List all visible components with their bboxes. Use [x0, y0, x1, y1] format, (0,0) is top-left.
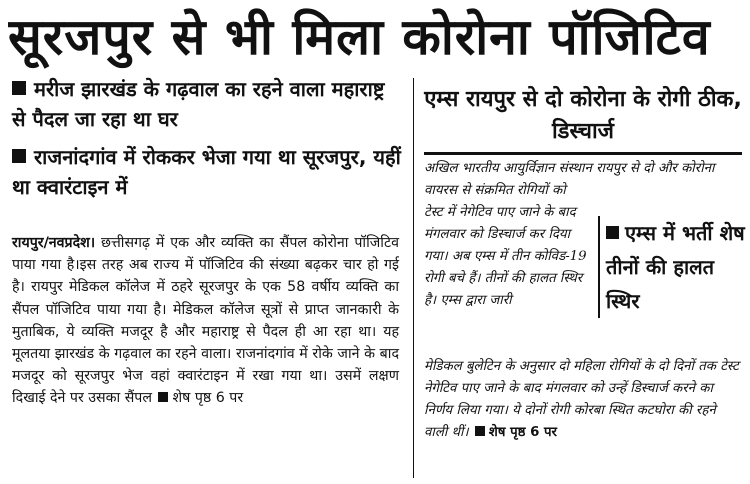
right-headline: एम्स रायपुर से दो कोरोना के रोगी ठीक, डिस्चार्ज [424, 87, 742, 144]
pull-quote-callout [598, 216, 750, 318]
dateline: रायपुर/नवप्रदेश। [12, 235, 96, 251]
main-headline: सूरजपुर से भी मिला कोरोना पॉजिटिव [8, 8, 711, 66]
subhead-2-text: राजनांदगांव में रोककर भेजा गया था सूरजपुर, यहीं था क्वारंटाइन में [12, 145, 401, 199]
bullet-square-icon [158, 392, 168, 402]
bullet-square-icon [12, 81, 26, 95]
left-continued: शेष पृष्ठ 6 पर [172, 390, 244, 407]
left-column-subheads [12, 74, 402, 202]
subhead-2 [12, 142, 402, 202]
right-body-narrow: टेस्ट में नेगेटिव पाए जाने के बाद मंगलवार को डिस्चार्ज कर दिया गया। अब एम्स में तीन कोविड-19 रोगी बचे हैं। तीनों की हालत स्थिर है। एम्स द्वारा जारी [424, 205, 587, 308]
subhead-1 [12, 74, 402, 134]
bullet-square-icon [475, 426, 485, 436]
right-column-header [424, 84, 742, 155]
left-body-text: छत्तीसगढ़ में एक और व्यक्ति का सैंपल कोरोना पॉजिटिव पाया गया है।इस तरह अब राज्य में पॉजिटिव की संख्या बढ़कर चार हो गई है। रायपुर मेडिकल कॉलेज में ठहरे सूरजपुर के एक 58 वर्षीय व्यक्ति का सैंपल पॉजिटिव पाया गया है। मेडिकल कॉलेज सूत्रों से प्राप्त जानकारी के मुताबिक, ये व्यक्ति मजदूर है और महाराष्ट्र से पैदल ही आ रहा था। यह मूलतया झारखंड के गढ़वाल का रहने वाला। राजनांदगांव में रोके जाने के बाद मजदूर को सूरजपुर भेज वहां क्वारंटाइन में रखा गया था। उसमें लक्षण दिखाई देने पर उसका सैंपल [12, 235, 399, 407]
right-body-top: अखिल भारतीय आयुर्विज्ञान संस्थान रायपुर से दो और कोरोना वायरस से संक्रमित रोगियों को [424, 161, 715, 198]
bullet-square-icon [12, 149, 26, 163]
right-continued: शेष पृष्ठ 6 पर [488, 425, 557, 440]
callout-text: एम्स में भर्ती शेष तीनों की हालत स्थिर [606, 221, 745, 313]
right-body-bottom [424, 356, 742, 444]
left-article-body [12, 232, 399, 410]
column-divider [413, 78, 414, 478]
headline-rule [424, 152, 742, 155]
bullet-square-icon [606, 226, 619, 239]
subhead-1-text: मरीज झारखंड के गढ़वाल का रहने वाला महाराष्ट्र से पैदल जा रहा था घर [12, 77, 385, 131]
right-body-bottom-text: मेडिकल बुलेटिन के अनुसार दो महिला रोगियों के दो दिनों तक टेस्ट नेगेटिव पाए जाने के बाद मंगलवार को उन्हें डिस्चार्ज करने का निर्णय लिया गया। ये दोनों रोगी कोरबा स्थित कटघोरा की रहने वाली थीं। [424, 359, 739, 440]
